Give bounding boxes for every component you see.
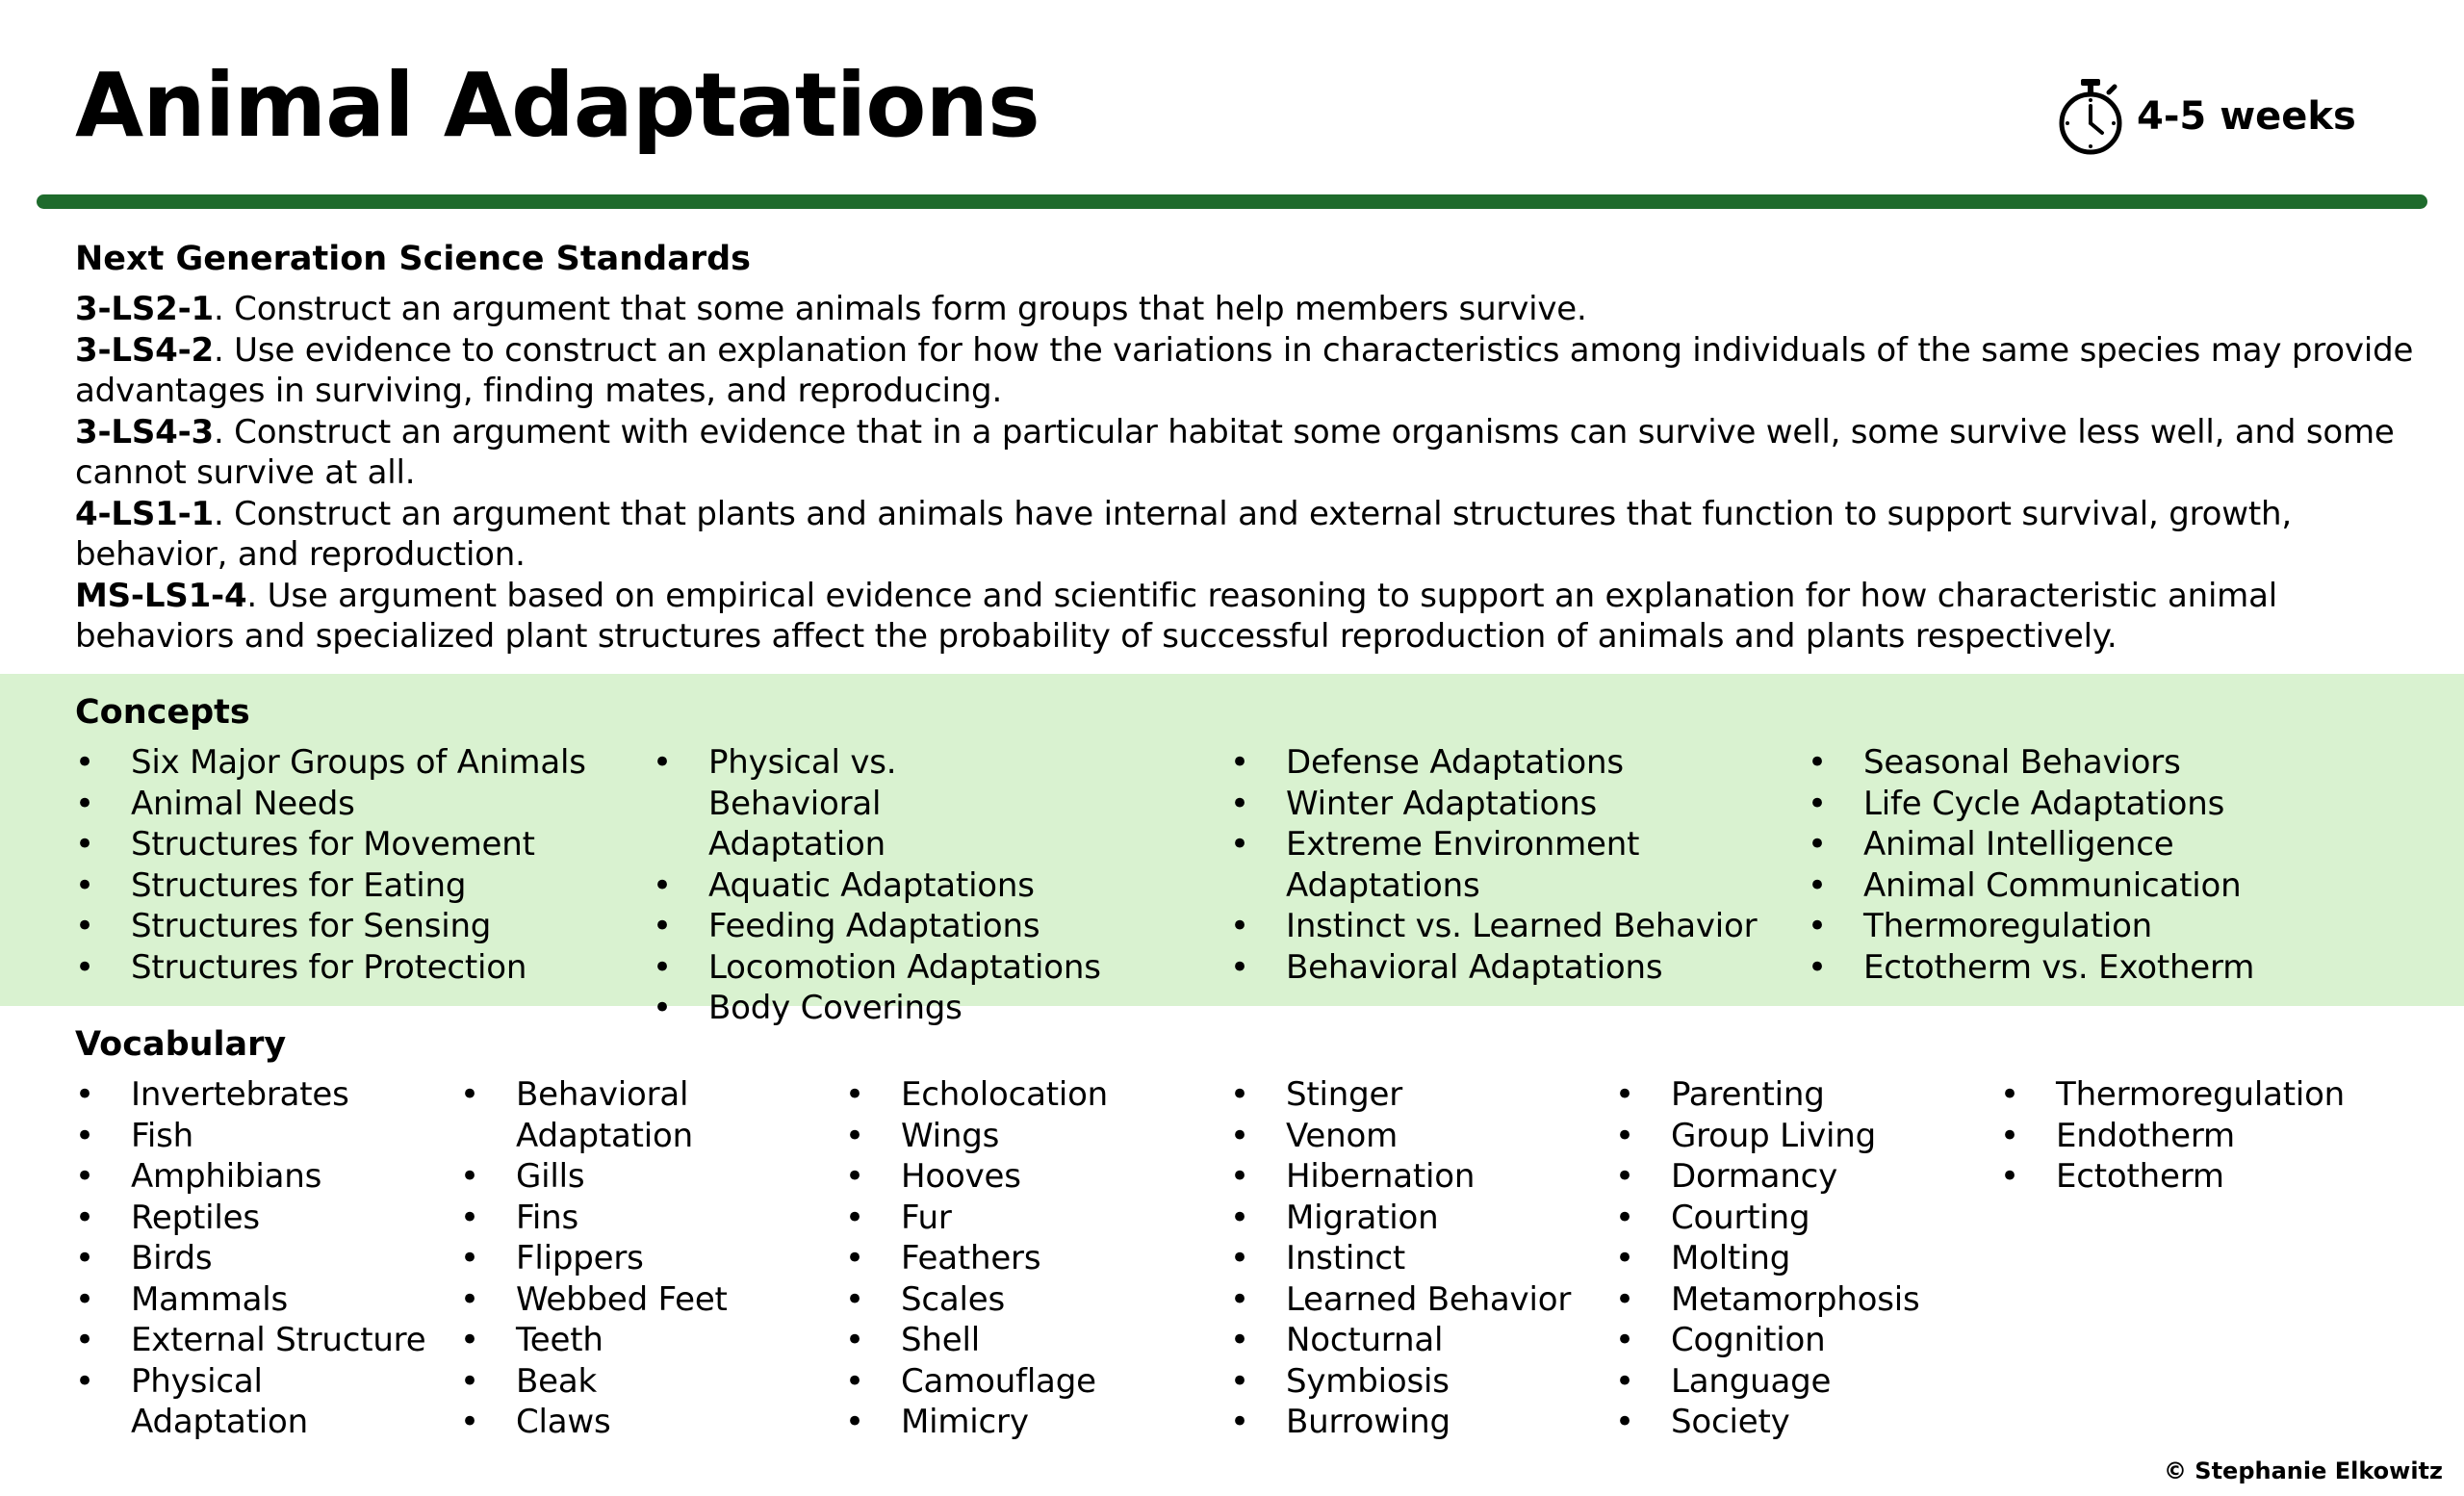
vocabulary-item: • Hibernation <box>1230 1156 1605 1198</box>
vocabulary-item: • Endotherm <box>2000 1116 2443 1157</box>
vocabulary-item: • Flippers <box>460 1238 835 1279</box>
concept-item: • Structures for Sensing <box>75 906 614 947</box>
vocabulary-item: • Symbiosis <box>1230 1361 1605 1403</box>
vocabulary-item: • Hooves <box>845 1156 1220 1198</box>
concept-item: • Thermoregulation <box>1808 906 2404 947</box>
concept-item: • Ectotherm vs. Exotherm <box>1808 947 2404 989</box>
vocabulary-item: • Reptiles <box>75 1198 450 1239</box>
vocabulary-item: • Amphibians <box>75 1156 450 1198</box>
concept-item: • Feeding Adaptations <box>653 906 1192 947</box>
concept-item: • Animal Needs <box>75 784 614 825</box>
vocabulary-item: • Cognition <box>1615 1320 1990 1361</box>
vocabulary-column-6 <box>2000 1074 2443 1198</box>
vocabulary-item: • Birds <box>75 1238 450 1279</box>
concepts-heading: Concepts <box>75 693 250 732</box>
page-title: Animal Adaptations <box>75 54 1040 157</box>
vocabulary-item: • Feathers <box>845 1238 1220 1279</box>
vocabulary-item: • External Structure <box>75 1320 450 1361</box>
vocabulary-item: • Behavioral Adaptation <box>460 1074 728 1156</box>
concept-item: • Winter Adaptations <box>1230 784 1769 825</box>
copyright-notice: © Stephanie Elkowitz <box>2163 1457 2443 1484</box>
vocabulary-item: • Stinger <box>1230 1074 1605 1116</box>
vocabulary-item: • Fins <box>460 1198 835 1239</box>
standard-code: 4-LS1-1 <box>75 494 214 533</box>
vocabulary-item: • Nocturnal <box>1230 1320 1605 1361</box>
vocabulary-item: • Mimicry <box>845 1402 1220 1443</box>
vocabulary-item: • Burrowing <box>1230 1402 1605 1443</box>
vocabulary-item: • Claws <box>460 1402 835 1443</box>
vocabulary-column-1 <box>75 1074 450 1443</box>
concepts-column-3 <box>1230 742 1769 988</box>
vocabulary-item: • Gills <box>460 1156 835 1198</box>
vocabulary-item: • Ectotherm <box>2000 1156 2443 1198</box>
vocabulary-item: • Webbed Feet <box>460 1279 835 1321</box>
duration-label: 4-5 weeks <box>2137 94 2356 139</box>
standard-text: . Use evidence to construct an explanation for how the variations in characteristics among individuals of the same species may provide advantages in surviving, finding mates, and reproducing. <box>75 330 2414 410</box>
vocabulary-item: • Migration <box>1230 1198 1605 1239</box>
concept-item: • Seasonal Behaviors <box>1808 742 2404 784</box>
vocabulary-item: • Metamorphosis <box>1615 1279 1990 1321</box>
concept-item: • Structures for Protection <box>75 947 614 989</box>
standard-item <box>75 289 2443 330</box>
concepts-column-4 <box>1808 742 2404 988</box>
vocabulary-item: • Instinct <box>1230 1238 1605 1279</box>
vocabulary-item: • Group Living <box>1615 1116 1990 1157</box>
concepts-column-2 <box>653 742 1192 1029</box>
vocabulary-item: • Mammals <box>75 1279 450 1321</box>
vocabulary-item: • Dormancy <box>1615 1156 1990 1198</box>
standard-code: 3-LS2-1 <box>75 290 214 328</box>
vocabulary-item: • Parenting <box>1615 1074 1990 1116</box>
vocabulary-item: • Courting <box>1615 1198 1990 1239</box>
vocabulary-item: • Teeth <box>460 1320 835 1361</box>
concept-item: • Defense Adaptations <box>1230 742 1769 784</box>
stopwatch-icon <box>2056 77 2125 156</box>
duration-badge <box>2056 77 2356 156</box>
concept-item: • Life Cycle Adaptations <box>1808 784 2404 825</box>
vocabulary-column-4 <box>1230 1074 1605 1443</box>
vocabulary-item: • Fur <box>845 1198 1220 1239</box>
vocabulary-item: • Invertebrates <box>75 1074 450 1116</box>
standard-item <box>75 412 2443 494</box>
concept-item: • Locomotion Adaptations <box>653 947 1192 989</box>
concept-item: • Structures for Movement <box>75 824 614 865</box>
concept-item: • Body Coverings <box>653 988 1192 1029</box>
concepts-column-1 <box>75 742 614 988</box>
vocabulary-column-5 <box>1615 1074 1990 1443</box>
standard-item <box>75 576 2443 658</box>
concept-item: • Instinct vs. Learned Behavior <box>1230 906 1769 947</box>
concept-item: • Behavioral Adaptations <box>1230 947 1769 989</box>
standard-item <box>75 330 2443 412</box>
concept-item: • Six Major Groups of Animals <box>75 742 614 784</box>
standard-code: MS-LS1-4 <box>75 576 247 615</box>
standard-text: . Construct an argument that plants and animals have internal and external structures that function to support survival, growth, behavior, and reproduction. <box>75 494 2292 574</box>
vocabulary-column-2 <box>460 1074 835 1443</box>
vocabulary-item: • Language <box>1615 1361 1990 1403</box>
vocabulary-item: • Scales <box>845 1279 1220 1321</box>
standard-item <box>75 494 2443 576</box>
concept-item: • Physical vs. Behavioral Adaptation <box>653 742 1055 865</box>
vocabulary-item: • Physical Adaptation <box>75 1361 343 1443</box>
standard-code: 3-LS4-3 <box>75 412 214 451</box>
vocabulary-item: • Venom <box>1230 1116 1605 1157</box>
concept-item: • Structures for Eating <box>75 865 614 907</box>
standard-text: . Use argument based on empirical evidence and scientific reasoning to support an explanation for how characteristic animal behaviors and specialized plant structures affect the probability of successful reproduction of animals and plants respectively. <box>75 576 2277 656</box>
standards-heading: Next Generation Science Standards <box>75 240 751 278</box>
vocabulary-item: • Camouflage <box>845 1361 1220 1403</box>
vocabulary-item: • Thermoregulation <box>2000 1074 2443 1116</box>
standards-list <box>75 289 2443 658</box>
vocabulary-column-3 <box>845 1074 1220 1443</box>
standard-text: . Construct an argument that some animals form groups that help members survive. <box>213 290 1587 328</box>
vocabulary-item: • Shell <box>845 1320 1220 1361</box>
vocabulary-item: • Molting <box>1615 1238 1990 1279</box>
vocabulary-item: • Beak <box>460 1361 835 1403</box>
title-divider <box>37 194 2427 209</box>
vocabulary-item: • Echolocation <box>845 1074 1220 1116</box>
vocabulary-item: • Learned Behavior <box>1230 1279 1605 1321</box>
vocabulary-item: • Wings <box>845 1116 1220 1157</box>
concept-item: • Animal Communication <box>1808 865 2404 907</box>
concept-item: • Animal Intelligence <box>1808 824 2404 865</box>
vocabulary-item: • Fish <box>75 1116 450 1157</box>
standard-text: . Construct an argument with evidence that in a particular habitat some organisms can survive well, some survive less well, and some cannot survive at all. <box>75 412 2395 492</box>
concept-item: • Extreme Environment Adaptations <box>1230 824 1671 906</box>
standard-code: 3-LS4-2 <box>75 330 214 370</box>
concept-item: • Aquatic Adaptations <box>653 865 1192 907</box>
vocabulary-item: • Society <box>1615 1402 1990 1443</box>
vocabulary-heading: Vocabulary <box>75 1025 287 1064</box>
